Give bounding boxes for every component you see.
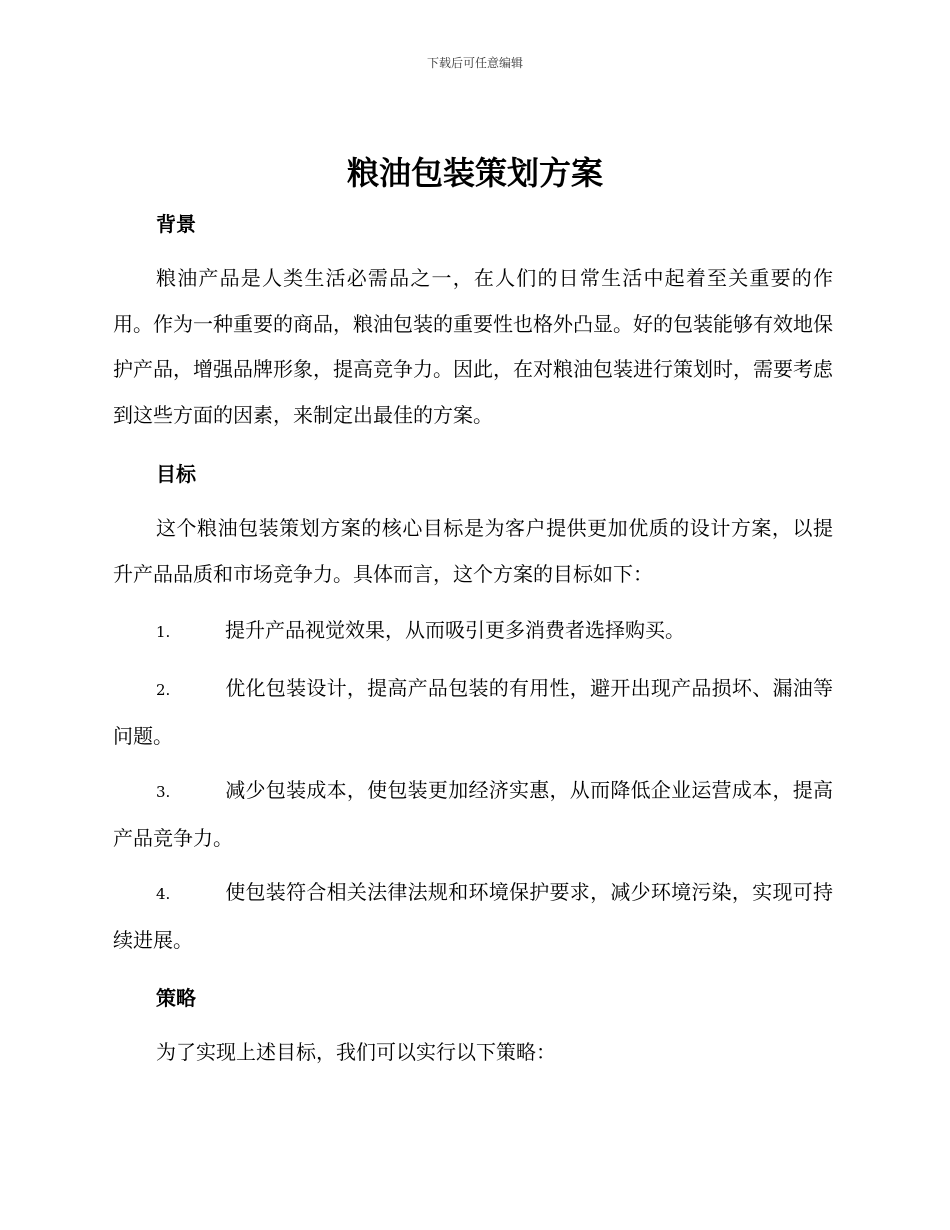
header-note: 下载后可任意编辑 bbox=[426, 56, 523, 70]
list-number: 1. bbox=[156, 623, 171, 641]
section-heading-goals: 目标 bbox=[156, 462, 196, 486]
paragraph-background: 粮油产品是人类生活必需品之一，在人们的日常生活中起着至关重要的作用。作为一种重要的商品，粮油包装的重要性也格外凸显。好的包装能够有效地保护产品，增强品牌形象，提高竞争力。因此，在对粮油包装进行策划时，需要考虑到这些方面的因素，来制定出最佳的方案。 bbox=[113, 266, 833, 427]
goal-list-item-4 bbox=[113, 870, 833, 963]
list-text: 优化包装设计，提高产品包装的有用性，避开出现产品损坏、漏油等问题。 bbox=[113, 676, 833, 748]
list-number: 4. bbox=[156, 885, 171, 903]
list-number: 3. bbox=[156, 783, 171, 801]
list-text: 减少包装成本，使包装更加经济实惠，从而降低企业运营成本，提高产品竞争力。 bbox=[113, 778, 833, 850]
list-text: 使包装符合相关法律法规和环境保护要求，减少环境污染，实现可持续进展。 bbox=[113, 880, 833, 952]
list-text: 提升产品视觉效果，从而吸引更多消费者选择购买。 bbox=[225, 618, 685, 642]
list-number: 2. bbox=[156, 681, 171, 699]
goal-list-item-3 bbox=[113, 768, 833, 861]
document-title: 粮油包装策划方案 bbox=[346, 154, 603, 192]
section-heading-background: 背景 bbox=[156, 212, 196, 236]
paragraph-strategy: 为了实现上述目标，我们可以实行以下策略： bbox=[156, 1040, 556, 1064]
paragraph-goals: 这个粮油包装策划方案的核心目标是为客户提供更加优质的设计方案，以提升产品品质和市场竞争力。具体而言，这个方案的目标如下： bbox=[113, 516, 833, 586]
goal-list-item-1 bbox=[113, 608, 833, 656]
goal-list-item-2 bbox=[113, 666, 833, 759]
section-heading-strategy: 策略 bbox=[156, 986, 196, 1010]
